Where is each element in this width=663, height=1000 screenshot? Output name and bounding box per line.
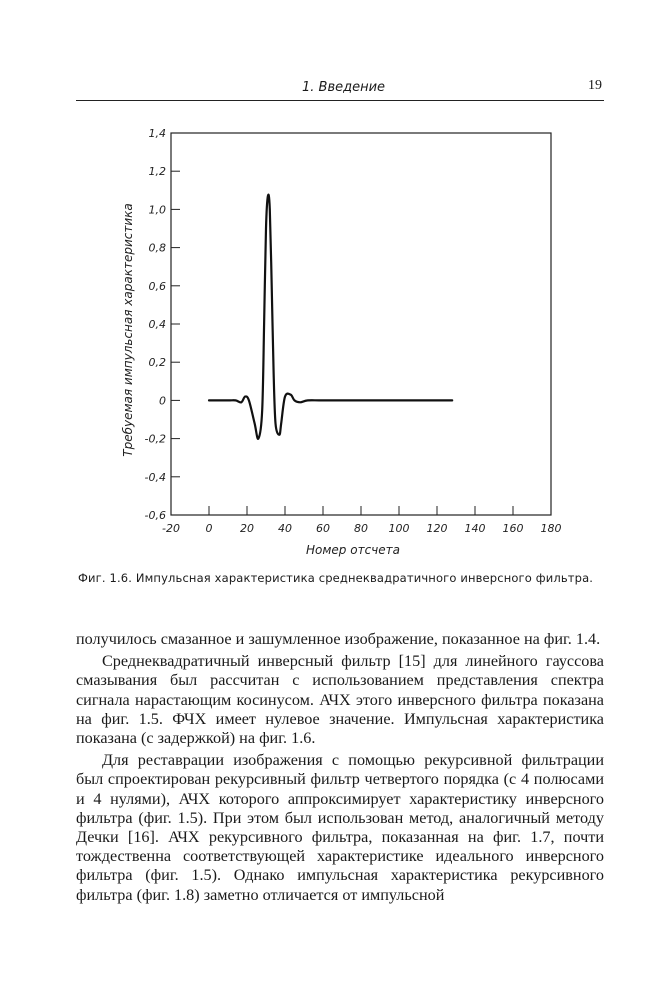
x-tick-label: 140 <box>464 522 486 535</box>
running-title: 1. Введение <box>302 80 386 95</box>
y-axis-label: Требуемая импульсная характеристика <box>121 203 135 457</box>
x-tick-label: 120 <box>426 522 448 535</box>
x-axis-label: Номер отсчета <box>306 543 400 557</box>
x-tick-label: 20 <box>240 522 254 535</box>
paragraph-3: Для реставрации изображения с помощью рекурсивной фильтрации был спроектирован рекурсивный фильтр четвертого порядка (с 4 полюсами и 4 нулями), АЧХ которого аппроксимирует характеристику инверсного фильтра (фиг. 1.5). При этом был использован метод, аналогичный методу Дечки [16]. АЧХ рекурсивного фильтра, показанная на фиг. 1.7, почти тождественна соответствующей характеристике идеального инверсного фильтра (фиг. 1.5). Однако импульсная характеристика рекурсивного фильтра (фиг. 1.8) заметно отличается от импульсной <box>76 751 604 904</box>
x-tick-label: 160 <box>502 522 524 535</box>
x-tick-label: 0 <box>205 522 213 535</box>
y-tick-label: 1,4 <box>148 127 166 140</box>
y-tick-label: 0,6 <box>148 279 166 293</box>
y-tick-label: 0 <box>159 394 166 408</box>
paragraph-1: получилось смазанное и зашумленное изображение, показанное на фиг. 1.4. <box>76 630 601 648</box>
y-tick-label: 1,2 <box>148 165 166 179</box>
y-tick-label: 0,4 <box>148 318 166 331</box>
paragraph-2: Среднеквадратичный инверсный фильтр [15] для линейного гауссова смазывания был рассчитан с использованием представления спектра сигнала нарастающим косинусом. АЧХ этого инверсного фильтра показана на фиг. 1.5. ФЧХ имеет нулевое значение. Импульсная характеристика показана (с задержкой) на фиг. 1.6. <box>76 652 604 748</box>
x-tick-label: 80 <box>354 522 368 535</box>
x-tick-label: 100 <box>388 522 410 535</box>
impulse-response-line <box>209 195 452 439</box>
figure-caption: Фиг. 1.6. Импульсная характеристика среднеквадратичного инверсного фильтра. <box>78 571 594 585</box>
x-axis-ticks <box>162 506 561 535</box>
y-tick-label: 1,0 <box>148 203 166 217</box>
x-tick-label: -20 <box>162 522 180 535</box>
y-tick-label: -0,2 <box>144 432 166 446</box>
x-tick-label: 60 <box>316 522 330 535</box>
y-tick-label: -0,4 <box>144 470 166 484</box>
y-axis-ticks <box>145 127 180 522</box>
y-tick-label: -0,6 <box>144 509 166 522</box>
x-tick-label: 180 <box>540 522 562 535</box>
x-tick-label: 40 <box>278 522 292 535</box>
plot-frame <box>171 133 551 515</box>
y-tick-label: 0,2 <box>148 356 166 370</box>
body-text <box>76 630 604 905</box>
page-number: 19 <box>588 78 602 93</box>
y-tick-label: 0,8 <box>148 241 166 255</box>
